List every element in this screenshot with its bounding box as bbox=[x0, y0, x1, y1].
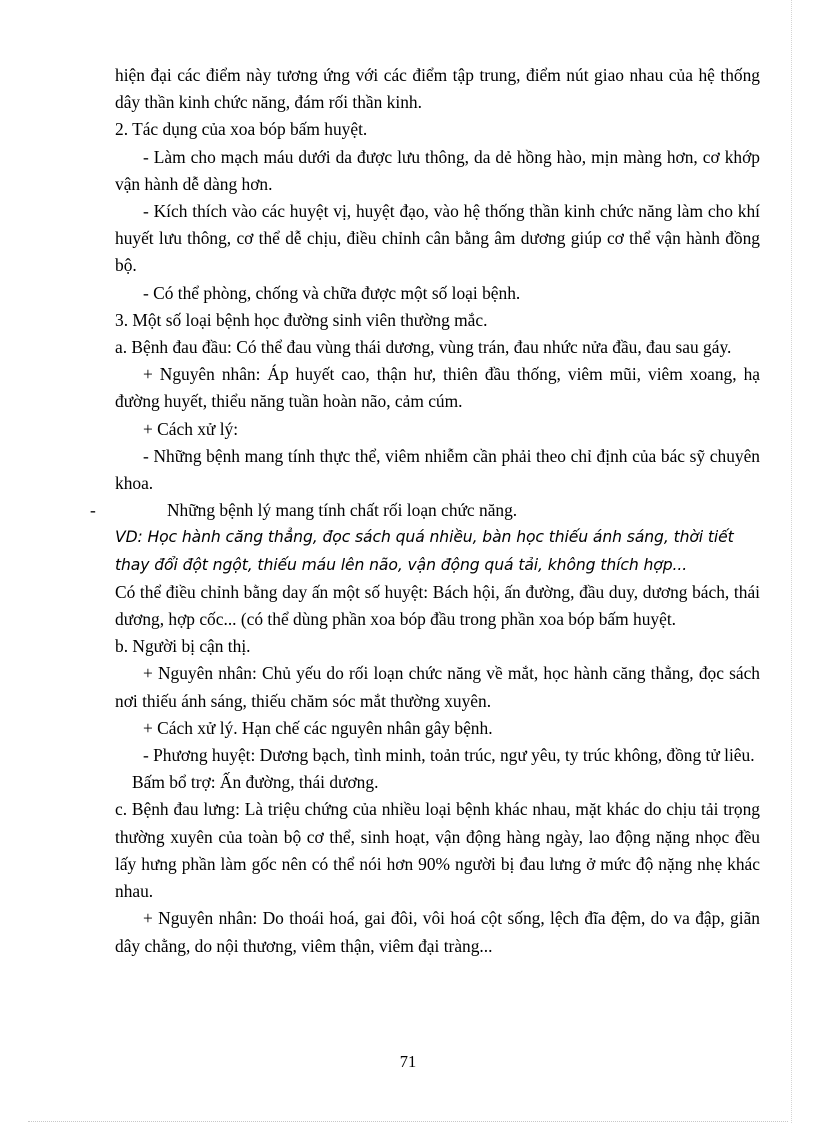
headache-cause: + Nguyên nhân: Áp huyết cao, thận hư, thiên đầu thống, viêm mũi, viêm xoang, hạ đường huyết, thiểu năng tuần hoàn não, cảm cúm. bbox=[115, 364, 760, 412]
document-page bbox=[90, 62, 760, 960]
myopia-points: - Phương huyệt: Dương bạch, tình minh, toản trúc, ngư yêu, ty trúc không, đồng tử liêu. bbox=[143, 745, 755, 766]
headache-treatment-label: + Cách xử lý: bbox=[143, 418, 239, 439]
myopia-cause: + Nguyên nhân: Chủ yếu do rối loạn chức năng về mắt, học hành căng thẳng, đọc sách nơi thiếu ánh sáng, thiếu chăm sóc mắt thường xuyên. bbox=[115, 663, 760, 711]
myopia-support: Bấm bổ trợ: Ấn đường, thái dương. bbox=[132, 772, 379, 793]
headache-adjust: Có thể điều chỉnh bằng day ấn một số huyệt: Bách hội, ấn đường, đầu duy, dương bách, thái dương, hợp cốc... (có thể dùng phần xoa bóp đầu trong phần xoa bóp bấm huyệt. bbox=[115, 581, 760, 630]
effect-paragraph-3: - Có thể phòng, chống và chữa được một số loại bệnh. bbox=[143, 282, 521, 303]
page-bottom-border bbox=[28, 1121, 788, 1122]
example-italic: VD: Học hành căng thẳng, đọc sách quá nhiều, bàn học thiếu ánh sáng, thời tiết thay đổi đột ngột, thiếu máu lên não, vận động quá tải, không thích hợp... bbox=[115, 528, 734, 574]
headache-title: a. Bệnh đau đầu: Có thể đau vùng thái dương, vùng trán, đau nhức nửa đầu, đau sau gáy. bbox=[115, 337, 732, 358]
myopia-title: b. Người bị cận thị. bbox=[115, 636, 251, 657]
section-2-heading: 2. Tác dụng của xoa bóp bấm huyệt. bbox=[115, 119, 368, 140]
effect-paragraph-2: - Kích thích vào các huyệt vị, huyệt đạo, vào hệ thống thần kinh chức năng làm cho khí huyết lưu thông, cơ thể dễ chịu, điều chỉnh cân bằng âm dương giúp cơ thể vận hành đồng bộ. bbox=[115, 201, 760, 276]
page-right-border bbox=[791, 0, 792, 1123]
backpain-title: c. Bệnh đau lưng: Là triệu chứng của nhiều loại bệnh khác nhau, mặt khác do chịu tải trọng thường xuyên của toàn bộ cơ thể, sinh hoạt, vận động hàng ngày, lao động nặng nhọc đều lấy hưng phần làm gốc nên có thể nói hơn 90% người bị đau lưng ở mức độ nặng nhẹ khác nhau. bbox=[115, 799, 760, 902]
intro-paragraph: hiện đại các điểm này tương ứng với các điểm tập trung, điểm nút giao nhau của hệ thống dây thần kinh chức năng, đám rối thần kinh. bbox=[115, 65, 760, 113]
effect-paragraph-1: - Làm cho mạch máu dưới da được lưu thông, da dẻ hồng hào, mịn màng hơn, cơ khớp vận hành dễ dàng hơn. bbox=[115, 146, 760, 194]
page-number: 71 bbox=[399, 1052, 417, 1071]
headache-treatment-1: - Những bệnh mang tính thực thể, viêm nhiễm cần phải theo chỉ định của bác sỹ chuyên khoa. bbox=[115, 445, 760, 494]
bullet-dash: - bbox=[90, 500, 96, 521]
backpain-cause: + Nguyên nhân: Do thoái hoá, gai đôi, vôi hoá cột sống, lệch đĩa đệm, do va đập, giãn dây chằng, do nội thương, viêm thận, viêm đại tràng... bbox=[115, 908, 760, 956]
section-3-heading: 3. Một số loại bệnh học đường sinh viên thường mắc. bbox=[115, 309, 488, 330]
bullet-text: Những bệnh lý mang tính chất rối loạn chức năng. bbox=[167, 500, 518, 521]
myopia-treatment: + Cách xử lý. Hạn chế các nguyên nhân gây bệnh. bbox=[143, 717, 493, 738]
headache-bullet bbox=[90, 497, 760, 524]
